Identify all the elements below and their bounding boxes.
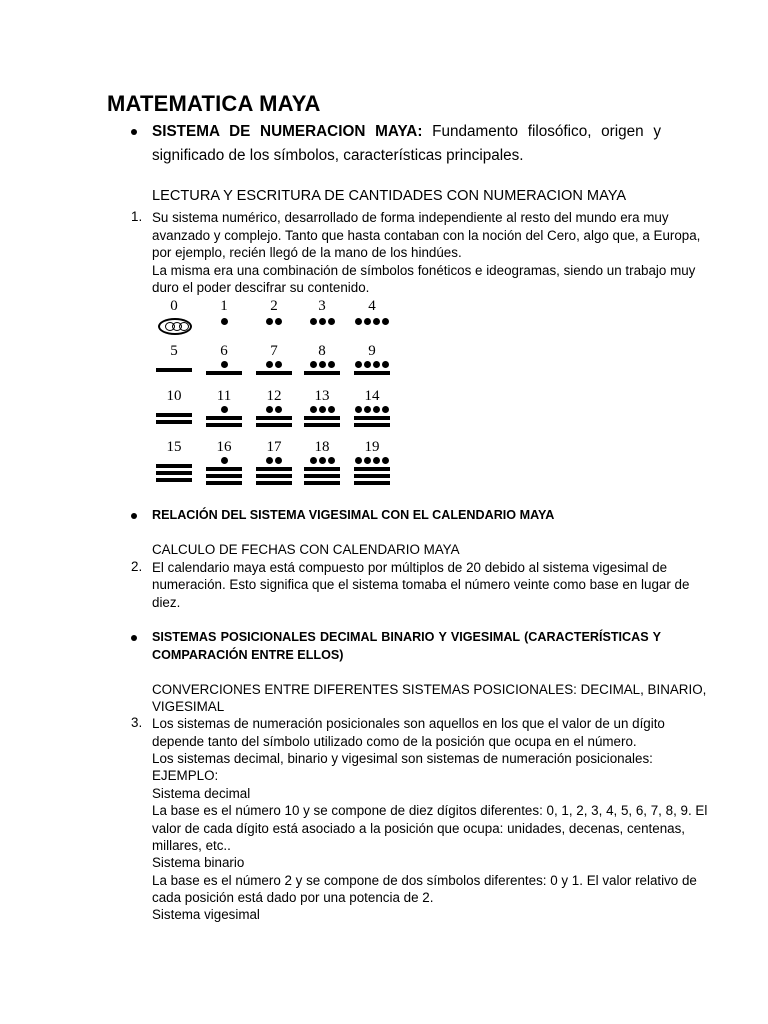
maya-dot	[310, 318, 317, 325]
bullet-dot	[131, 513, 137, 519]
dot-row	[202, 406, 246, 413]
maya-dot	[364, 361, 371, 368]
maya-numeral-14	[350, 388, 394, 440]
maya-numeral-label: 1	[220, 298, 228, 314]
maya-dot	[373, 457, 380, 464]
maya-numeral-label: 0	[170, 298, 178, 314]
maya-numeral-label: 2	[270, 298, 278, 314]
maya-numeral-label: 10	[166, 388, 182, 404]
section1-subheading: LECTURA Y ESCRITURA DE CANTIDADES CON NUMERACION MAYA	[152, 188, 627, 204]
dot-row	[252, 406, 296, 413]
maya-bar	[256, 371, 292, 375]
maya-dot	[364, 406, 371, 413]
section1-text-line: La misma era una combinación de símbolos fonéticos e ideogramas, siendo un trabajo muy	[152, 263, 696, 278]
maya-dot	[328, 406, 335, 413]
maya-dot	[373, 406, 380, 413]
maya-bar	[304, 481, 340, 485]
maya-bar	[206, 467, 242, 471]
dot-row	[350, 406, 394, 413]
maya-dot	[319, 318, 326, 325]
maya-numeral-label: 15	[166, 439, 182, 455]
section1-bullet-rest: Fundamento filosófico, origen y	[432, 123, 662, 140]
maya-numeral-18	[300, 439, 344, 491]
maya-numeral-label: 4	[368, 298, 376, 314]
dot-row	[202, 318, 246, 325]
maya-dot	[266, 361, 273, 368]
maya-numeral-label: 16	[216, 439, 232, 455]
maya-bar	[156, 471, 192, 475]
maya-numeral-16	[202, 439, 246, 491]
section3-text-line: La base es el número 2 y se compone de dos símbolos diferentes: 0 y 1. El valor relativo de	[152, 873, 697, 888]
maya-dot	[266, 406, 273, 413]
maya-bar	[304, 423, 340, 427]
maya-numeral-label: 8	[318, 343, 326, 359]
section2-text-line: El calendario maya está compuesto por múltiplos de 20 debido al sistema vigesimal de	[152, 560, 668, 575]
dot-row	[300, 318, 344, 325]
item-number-3: 3.	[131, 715, 143, 730]
maya-bar	[354, 423, 390, 427]
section1-text-line: avanzado y complejo. Tanto que hasta contaban con la noción del Cero, algo que, a Europa,	[152, 228, 701, 243]
maya-numeral-12	[252, 388, 296, 440]
maya-numeral-label: 5	[170, 343, 178, 359]
maya-dot	[275, 406, 282, 413]
maya-dot	[328, 361, 335, 368]
section1-text-line: duro el poder descifrar su contenido.	[152, 280, 370, 295]
item-number-1: 1.	[131, 209, 143, 224]
section3-bullet-line1: SISTEMAS POSICIONALES DECIMAL BINARIO Y VIGESIMAL (CARACTERÍSTICAS Y	[152, 630, 661, 644]
maya-dot	[221, 361, 228, 368]
section2-text-line: diez.	[152, 595, 181, 610]
maya-dot	[266, 457, 273, 464]
section3-text-line: EJEMPLO:	[152, 768, 219, 783]
section3-text-line: Sistema binario	[152, 855, 245, 870]
section3-text-line: Sistema decimal	[152, 786, 251, 801]
maya-dot	[221, 457, 228, 464]
maya-numeral-19	[350, 439, 394, 491]
section3-text-line: cada posición está dado por una potencia de 2.	[152, 890, 434, 905]
maya-dot	[355, 318, 362, 325]
dot-row	[252, 457, 296, 464]
maya-numeral-label: 17	[266, 439, 282, 455]
maya-bar	[206, 423, 242, 427]
section3-sub-line2: VIGESIMAL	[152, 699, 225, 714]
maya-dot	[328, 457, 335, 464]
section3-text-line: valor de cada dígito está asociado a la posición que ocupa: unidades, decenas, centenas,	[152, 821, 686, 836]
maya-dot	[275, 318, 282, 325]
maya-dot	[373, 318, 380, 325]
dot-row	[350, 361, 394, 368]
maya-dot	[355, 406, 362, 413]
maya-dot	[355, 457, 362, 464]
maya-numeral-11	[202, 388, 246, 440]
maya-bar	[354, 416, 390, 420]
section3-text-line: millares, etc..	[152, 838, 231, 853]
maya-dot	[319, 457, 326, 464]
dot-row	[202, 361, 246, 368]
section3-text-line: La base es el número 10 y se compone de diez dígitos diferentes: 0, 1, 2, 3, 4, 5, 6, 7, 8, 9. El	[152, 803, 708, 818]
maya-bar	[304, 416, 340, 420]
dot-row	[300, 361, 344, 368]
maya-bar	[256, 423, 292, 427]
maya-bar	[304, 474, 340, 478]
maya-dot	[221, 318, 228, 325]
maya-numeral-13	[300, 388, 344, 440]
maya-dot	[364, 318, 371, 325]
maya-bar	[156, 420, 192, 424]
maya-numeral-chart	[150, 298, 400, 498]
maya-bar	[206, 416, 242, 420]
maya-bar	[206, 371, 242, 375]
section2-subheading: CALCULO DE FECHAS CON CALENDARIO MAYA	[152, 542, 460, 557]
maya-bar	[256, 416, 292, 420]
shell-zero-glyph	[158, 318, 192, 335]
maya-dot	[319, 361, 326, 368]
maya-bar	[206, 481, 242, 485]
maya-numeral-label: 6	[220, 343, 228, 359]
dot-row	[202, 457, 246, 464]
section1-text-line: Su sistema numérico, desarrollado de forma independiente al resto del mundo era muy	[152, 210, 669, 225]
maya-dot	[266, 318, 273, 325]
maya-dot	[382, 406, 389, 413]
maya-numeral-label: 13	[314, 388, 330, 404]
maya-numeral-10	[152, 388, 196, 440]
section3-text-line: Los sistemas de numeración posicionales son aquellos en los que el valor de un dígito	[152, 716, 665, 731]
section3-bullet-line2: COMPARACIÓN ENTRE ELLOS)	[152, 648, 344, 662]
maya-numeral-label: 19	[364, 439, 380, 455]
section3-sub-line1: CONVERCIONES ENTRE DIFERENTES SISTEMAS POSICIONALES: DECIMAL, BINARIO,	[152, 682, 707, 697]
maya-numeral-label: 9	[368, 343, 376, 359]
maya-bar	[256, 481, 292, 485]
dot-row	[300, 457, 344, 464]
maya-bar	[156, 413, 192, 417]
dot-row	[300, 406, 344, 413]
maya-numeral-label: 12	[266, 388, 282, 404]
maya-bar	[354, 481, 390, 485]
maya-bar	[304, 371, 340, 375]
maya-dot	[355, 361, 362, 368]
section3-text-line: depende tanto del símbolo utilizado como de la posición que ocupa en el número.	[152, 734, 637, 749]
maya-bar	[354, 371, 390, 375]
section3-text-line: Sistema vigesimal	[152, 907, 260, 922]
section2-bullet: RELACIÓN DEL SISTEMA VIGESIMAL CON EL CALENDARIO MAYA	[152, 508, 555, 522]
maya-dot	[310, 406, 317, 413]
section1-bullet-line2: significado de los símbolos, características principales.	[152, 147, 524, 164]
maya-dot	[382, 318, 389, 325]
section1-bullet-line1	[152, 120, 661, 143]
maya-dot	[382, 361, 389, 368]
section1-text-line: por ejemplo, recién llegó de la mano de los hindúes.	[152, 245, 462, 260]
maya-dot	[275, 457, 282, 464]
maya-bar	[156, 368, 192, 372]
section1-bullet-bold: SISTEMA DE NUMERACION MAYA:	[152, 123, 423, 140]
maya-numeral-label: 14	[364, 388, 380, 404]
bullet-dot	[131, 635, 137, 641]
section2-text-line: numeración. Esto significa que el sistema tomaba el número veinte como base en lugar de	[152, 577, 690, 592]
maya-numeral-label: 3	[318, 298, 326, 314]
maya-dot	[275, 361, 282, 368]
dot-row	[350, 318, 394, 325]
dot-row	[252, 361, 296, 368]
dot-row	[350, 457, 394, 464]
maya-bar	[206, 474, 242, 478]
maya-bar	[304, 467, 340, 471]
maya-dot	[310, 457, 317, 464]
maya-bar	[256, 474, 292, 478]
maya-numeral-label: 18	[314, 439, 330, 455]
maya-dot	[373, 361, 380, 368]
maya-bar	[156, 464, 192, 468]
maya-dot	[328, 318, 335, 325]
maya-dot	[382, 457, 389, 464]
maya-dot	[221, 406, 228, 413]
maya-dot	[364, 457, 371, 464]
maya-bar	[354, 474, 390, 478]
maya-bar	[354, 467, 390, 471]
maya-numeral-15	[152, 439, 196, 491]
maya-bar	[256, 467, 292, 471]
maya-dot	[310, 361, 317, 368]
maya-numeral-17	[252, 439, 296, 491]
page-title: MATEMATICA MAYA	[107, 91, 321, 116]
dot-row	[252, 318, 296, 325]
item-number-2: 2.	[131, 559, 143, 574]
maya-numeral-label: 7	[270, 343, 278, 359]
maya-bar	[156, 478, 192, 482]
section3-text-line: Los sistemas decimal, binario y vigesimal son sistemas de numeración posicionales:	[152, 751, 653, 766]
maya-dot	[319, 406, 326, 413]
maya-numeral-label: 11	[216, 388, 232, 404]
bullet-dot	[131, 129, 137, 135]
